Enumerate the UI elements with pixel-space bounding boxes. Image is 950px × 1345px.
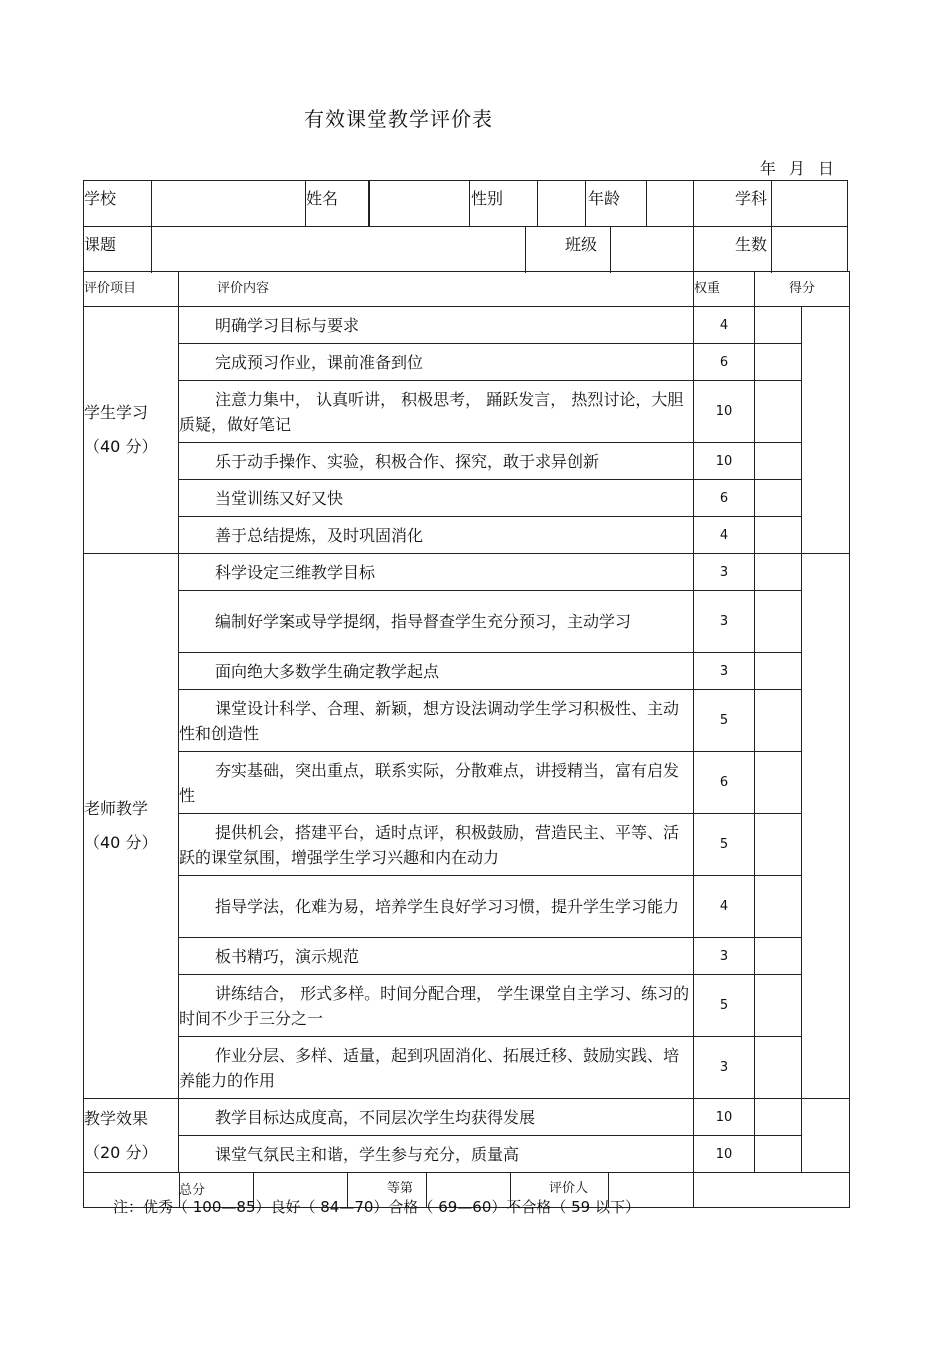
weight-value: 4 xyxy=(694,876,755,938)
table-row xyxy=(84,591,850,653)
criterion-text xyxy=(179,344,694,381)
score-input-cell[interactable] xyxy=(755,653,802,690)
score-input-cell[interactable] xyxy=(755,938,802,975)
name-field[interactable] xyxy=(370,181,469,227)
weight-value: 6 xyxy=(694,480,755,517)
criterion-label: 指导学法，化难为易，培养学生良好学习习惯，提升学生学习能力 xyxy=(215,897,680,916)
weight-value: 5 xyxy=(694,814,755,876)
criterion-label: 提供机会，搭建平台，适时点评，积极鼓励，营造民主、平等、活跃的课堂氛围，增强学生学习兴趣和内在动力 xyxy=(179,822,680,867)
section-name: 学生学习 xyxy=(84,403,149,422)
score-input-cell[interactable] xyxy=(755,591,802,653)
table-row xyxy=(84,480,850,517)
weight-column-header: 权重 xyxy=(694,272,755,307)
school-field[interactable] xyxy=(152,181,305,227)
score-input-cell[interactable] xyxy=(755,554,802,591)
criterion-text xyxy=(179,1099,694,1136)
evaluator-field[interactable] xyxy=(694,1173,850,1208)
score-input-cell[interactable] xyxy=(755,307,802,344)
criterion-label: 编制好学案或导学提纲，指导督查学生充分预习，主动学习 xyxy=(215,612,632,631)
criterion-text xyxy=(179,1136,694,1173)
criterion-label: 乐于动手操作、实验，积极合作、探究，敢于求异创新 xyxy=(215,451,600,471)
table-row xyxy=(84,344,850,381)
date-line: 年 月 日 xyxy=(759,159,834,178)
table-row xyxy=(84,1099,850,1136)
criterion-text xyxy=(179,814,694,876)
criterion-text xyxy=(179,480,694,517)
info-row-2 xyxy=(84,227,847,273)
criterion-label: 完成预习作业，课前准备到位 xyxy=(215,352,424,372)
table-row xyxy=(84,1037,850,1099)
subject-label: 学科 xyxy=(735,189,768,208)
weight-value: 5 xyxy=(694,975,755,1037)
weight-value: 3 xyxy=(694,554,755,591)
table-row xyxy=(84,443,850,480)
score-input-cell[interactable] xyxy=(755,1136,802,1173)
section-name: 教学效果 xyxy=(84,1108,149,1128)
criterion-label: 注意力集中， 认真听讲， 积极思考， 踊跃发言， 热烈讨论，大胆质疑，做好笔记 xyxy=(179,389,684,434)
score-input-cell[interactable] xyxy=(755,480,802,517)
table-row xyxy=(84,653,850,690)
section-category xyxy=(84,307,179,554)
student-count-label: 生数 xyxy=(735,235,768,254)
score-input-cell[interactable] xyxy=(755,381,802,443)
criterion-label: 教学目标达成度高，不同层次学生均获得发展 xyxy=(215,1107,536,1127)
criterion-label: 夯实基础，突出重点，联系实际，分散难点，讲授精当，富有启发性 xyxy=(179,760,680,805)
topic-label: 课题 xyxy=(84,235,117,254)
criterion-label: 当堂训练又好又快 xyxy=(215,488,344,508)
criterion-text xyxy=(179,653,694,690)
criterion-text xyxy=(179,690,694,752)
table-row xyxy=(84,517,850,554)
score-input-cell[interactable] xyxy=(755,1099,802,1136)
section-category xyxy=(84,554,179,1099)
gender-label: 性别 xyxy=(471,189,504,208)
weight-value: 3 xyxy=(694,591,755,653)
criterion-label: 明确学习目标与要求 xyxy=(215,315,360,335)
column-header-row xyxy=(84,272,850,307)
class-field[interactable] xyxy=(611,227,693,273)
score-input-cell[interactable] xyxy=(755,814,802,876)
school-label: 学校 xyxy=(84,189,117,208)
criterion-text xyxy=(179,591,694,653)
weight-value: 4 xyxy=(694,517,755,554)
criterion-label: 科学设定三维教学目标 xyxy=(215,562,376,582)
class-label: 班级 xyxy=(565,235,598,254)
section-category xyxy=(84,1099,179,1173)
age-field[interactable] xyxy=(647,181,693,227)
criterion-text xyxy=(179,307,694,344)
weight-value: 10 xyxy=(694,443,755,480)
criterion-label: 课堂气氛民主和谐，学生参与充分，质量高 xyxy=(215,1144,520,1164)
criterion-text xyxy=(179,1037,694,1099)
section-points: （40 分） xyxy=(84,833,158,852)
section-score-cell[interactable] xyxy=(802,1099,850,1173)
criterion-text xyxy=(179,876,694,938)
item-column-header: 评价项目 xyxy=(84,272,179,307)
subject-field[interactable] xyxy=(772,181,847,227)
evaluation-table xyxy=(83,271,850,1208)
score-input-cell[interactable] xyxy=(755,975,802,1037)
score-input-cell[interactable] xyxy=(755,344,802,381)
criterion-label: 讲练结合， 形式多样。时间分配合理， 学生课堂自主学习、练习的时间不少于三分之一 xyxy=(179,983,690,1028)
criterion-label: 面向绝大多数学生确定教学起点 xyxy=(215,661,440,681)
criterion-text xyxy=(179,752,694,814)
criterion-text xyxy=(179,975,694,1037)
score-column-header: 得分 xyxy=(755,272,850,307)
weight-value: 5 xyxy=(694,690,755,752)
info-header xyxy=(83,180,848,272)
table-row xyxy=(84,975,850,1037)
weight-value: 3 xyxy=(694,1037,755,1099)
name-label: 姓名 xyxy=(306,189,339,208)
total-label: 总分 xyxy=(179,1183,206,1198)
weight-value: 3 xyxy=(694,938,755,975)
section-score-cell[interactable] xyxy=(802,307,850,554)
page-title: 有效课堂教学评价表 xyxy=(304,107,493,131)
student-count-field[interactable] xyxy=(772,227,847,273)
weight-value: 10 xyxy=(694,1099,755,1136)
criterion-label: 作业分层、多样、适量，起到巩固消化、拓展迁移、鼓励实践、培养能力的作用 xyxy=(179,1045,680,1090)
gender-field[interactable] xyxy=(538,181,585,227)
criterion-text xyxy=(179,938,694,975)
table-row xyxy=(84,814,850,876)
evaluator-label: 评价人 xyxy=(549,1181,589,1196)
table-row xyxy=(84,554,850,591)
grading-note: 注：优秀（ 100—85）良好（ 84—70）合格（ 69—60）不合格（ 59 以下） xyxy=(113,1198,640,1216)
score-input-cell[interactable] xyxy=(755,876,802,938)
table-row xyxy=(84,876,850,938)
topic-field[interactable] xyxy=(152,227,525,273)
criterion-text xyxy=(179,381,694,443)
content-column-header: 评价内容 xyxy=(179,272,694,307)
grade-label: 等第 xyxy=(387,1181,414,1196)
weight-value: 10 xyxy=(694,1136,755,1173)
criterion-label: 善于总结提炼，及时巩固消化 xyxy=(215,525,424,545)
score-input-cell[interactable] xyxy=(755,1037,802,1099)
section-score-cell[interactable] xyxy=(802,554,850,1099)
score-input-cell[interactable] xyxy=(755,752,802,814)
section-name: 老师教学 xyxy=(84,799,149,818)
score-input-cell[interactable] xyxy=(755,517,802,554)
section-points: （40 分） xyxy=(84,437,158,456)
weight-value: 4 xyxy=(694,307,755,344)
criterion-text xyxy=(179,554,694,591)
criterion-label: 课堂设计科学、合理、新颖，想方设法调动学生学习积极性、主动性和创造性 xyxy=(179,698,680,743)
weight-value: 6 xyxy=(694,752,755,814)
info-row-1 xyxy=(84,181,847,227)
weight-value: 3 xyxy=(694,653,755,690)
table-row xyxy=(84,938,850,975)
table-row xyxy=(84,752,850,814)
table-row xyxy=(84,307,850,344)
score-input-cell[interactable] xyxy=(755,690,802,752)
weight-value: 10 xyxy=(694,381,755,443)
weight-value: 6 xyxy=(694,344,755,381)
table-row xyxy=(84,690,850,752)
criterion-text xyxy=(179,517,694,554)
criterion-text xyxy=(179,443,694,480)
table-row xyxy=(84,381,850,443)
criterion-label: 板书精巧，演示规范 xyxy=(215,946,360,966)
table-row xyxy=(84,1136,850,1173)
age-label: 年龄 xyxy=(588,189,621,208)
score-input-cell[interactable] xyxy=(755,443,802,480)
section-points: （20 分） xyxy=(84,1142,158,1162)
